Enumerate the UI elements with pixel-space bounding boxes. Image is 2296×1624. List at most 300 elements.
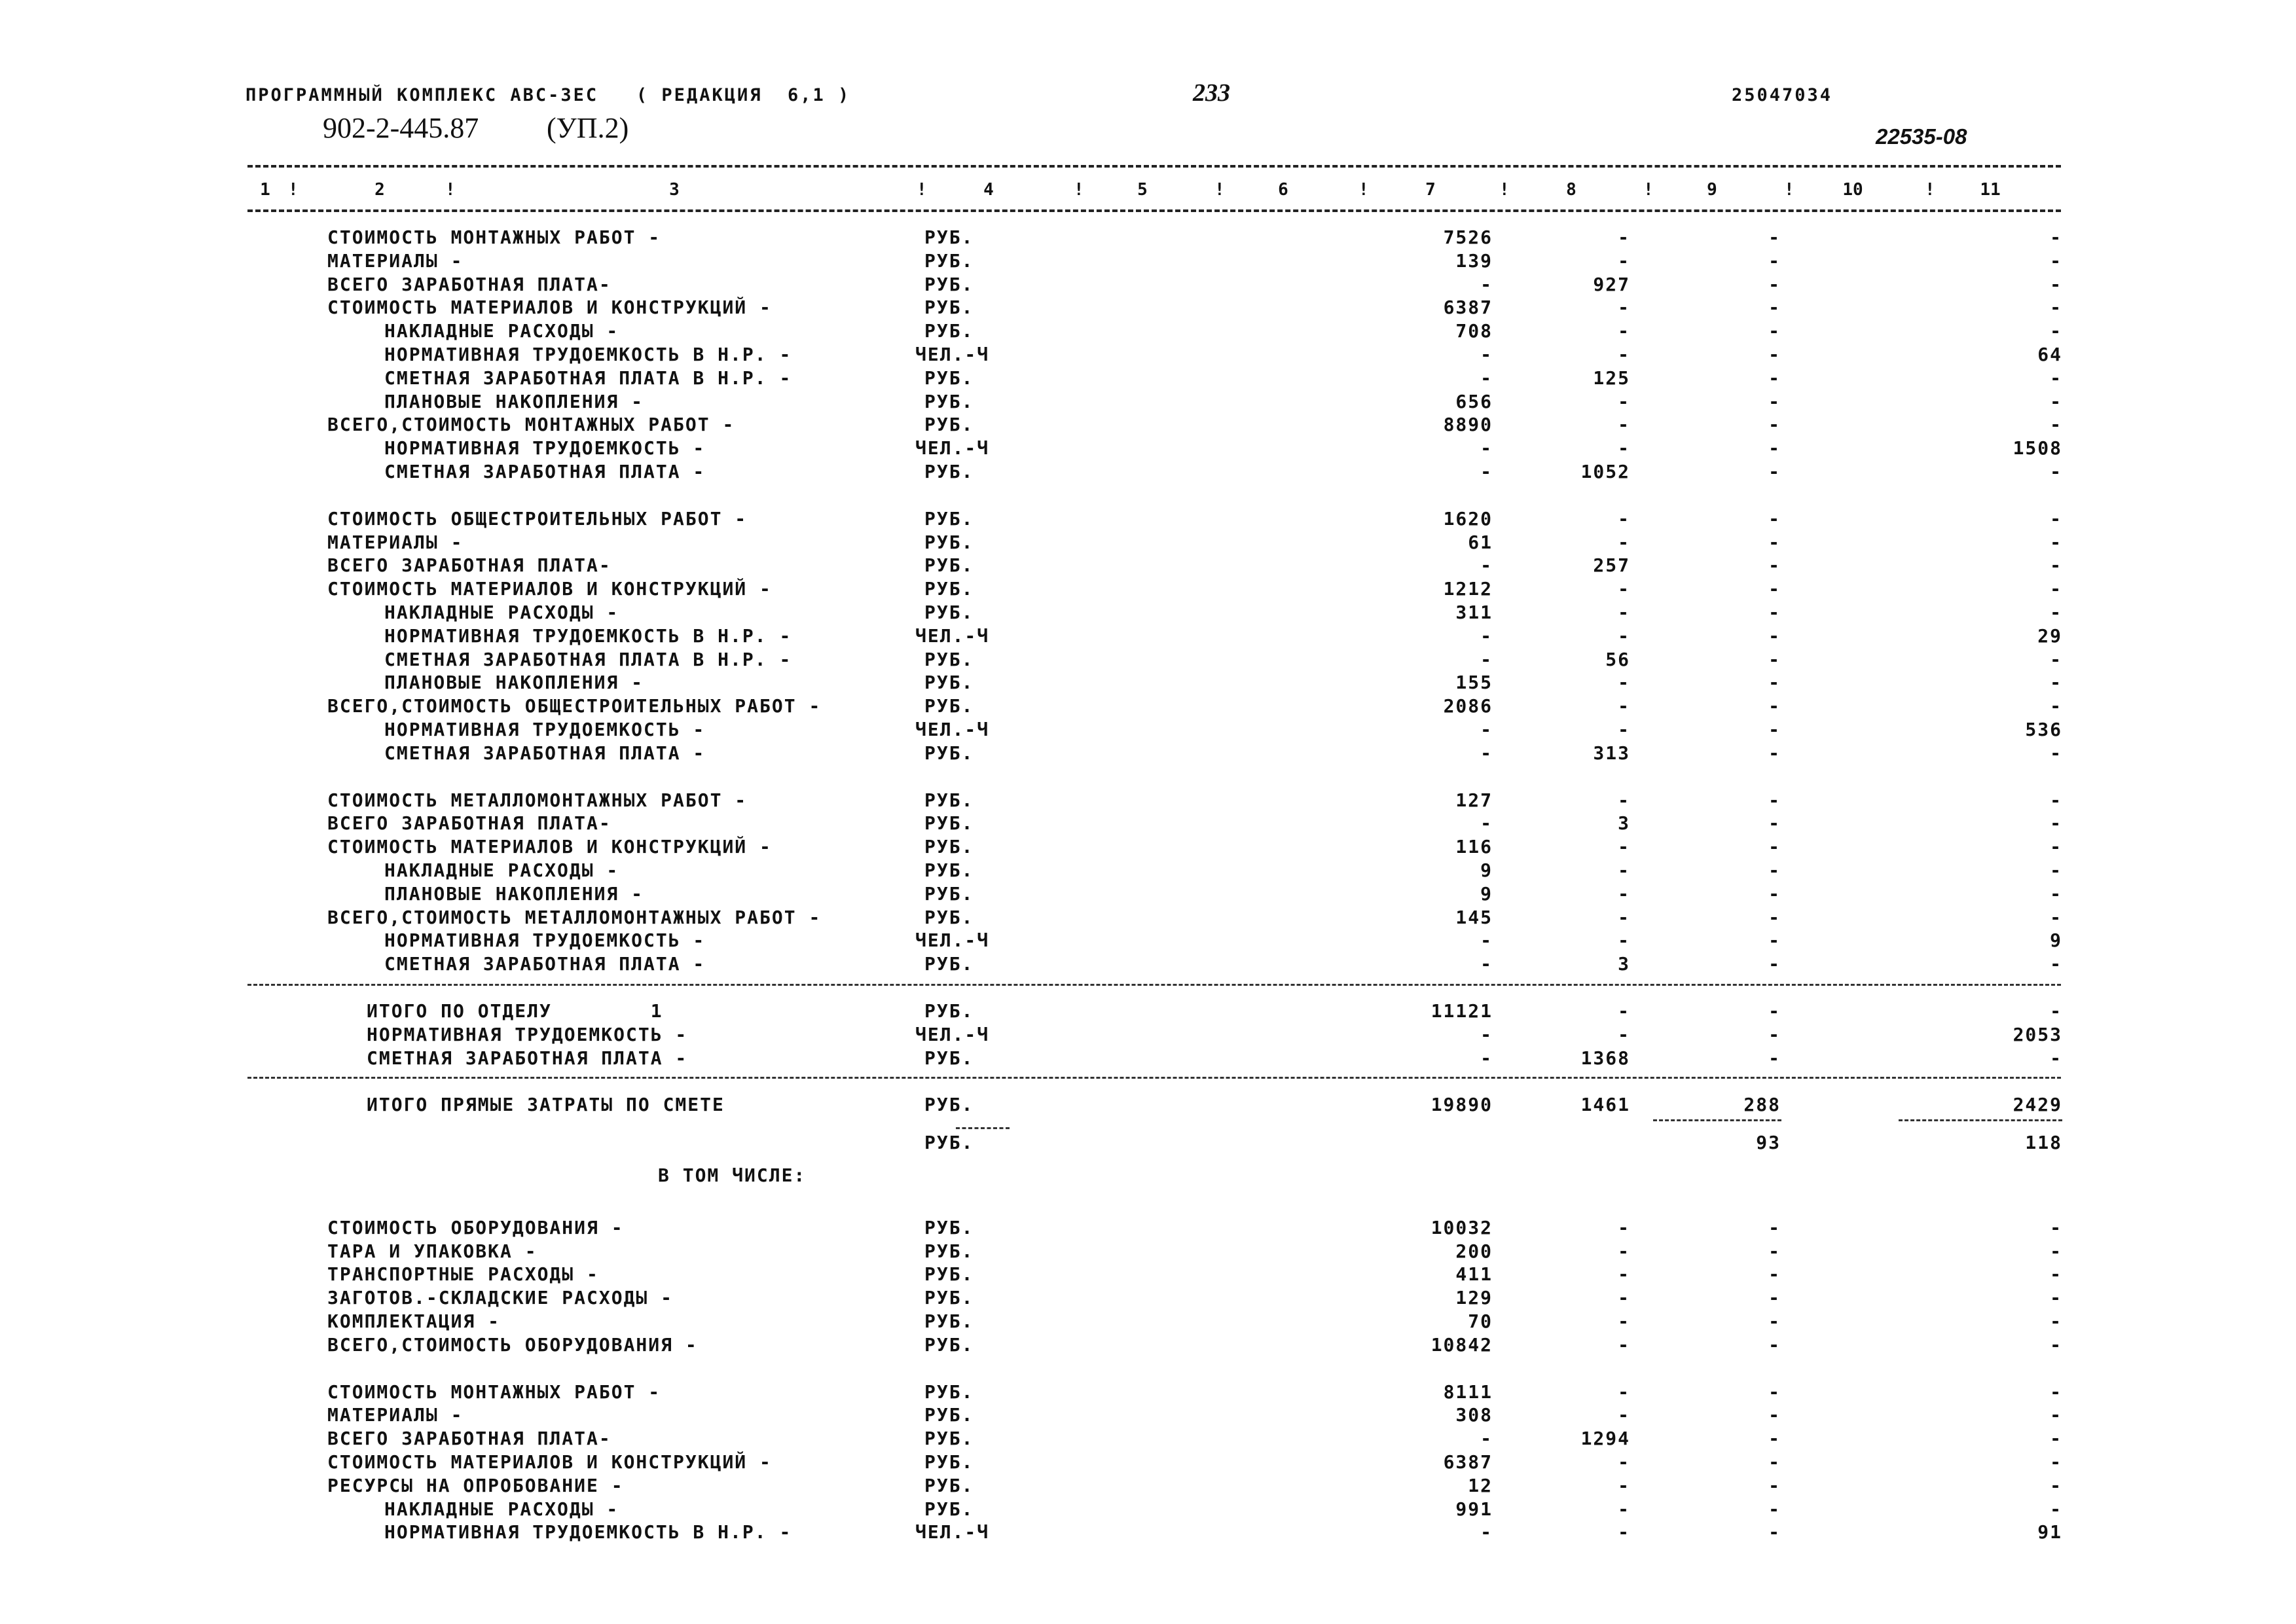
header-rule-bottom	[247, 209, 2061, 212]
table-row	[0, 1334, 2296, 1358]
column-separator: !	[288, 180, 299, 200]
col11-value: -	[2050, 226, 2062, 248]
unit-cell: РУБ.	[924, 226, 974, 248]
col9-value: -	[1768, 554, 1781, 577]
col11-value: -	[2050, 297, 2062, 319]
col11-value: -	[2050, 672, 2062, 694]
unit-cell: РУБ.	[924, 367, 974, 389]
row-label: СТОИМОСТЬ МАТЕРИАЛОВ И КОНСТРУКЦИЙ -	[327, 578, 772, 600]
table-row	[0, 742, 2296, 766]
col11-value: -	[2050, 812, 2062, 835]
col9-value: -	[1768, 719, 1781, 740]
unit-cell: РУБ.	[924, 906, 974, 928]
col9-value: -	[1768, 437, 1781, 460]
col7-value: -	[1480, 554, 1493, 577]
row-label: НАКЛАДНЫЕ РАСХОДЫ -	[384, 859, 619, 881]
col11-value: -	[2050, 602, 2062, 623]
column-number: 3	[669, 180, 680, 200]
unit-cell: РУБ.	[924, 461, 974, 482]
col8-value: -	[1618, 836, 1630, 858]
col8-value: -	[1618, 695, 1630, 717]
col11-value: -	[2050, 859, 2062, 881]
col11-value: -	[2050, 1498, 2062, 1520]
col11-value: -	[2050, 1263, 2062, 1286]
col8-value: -	[1618, 320, 1630, 342]
col7-value: -	[1480, 1428, 1493, 1450]
unit-cell: ЧЕЛ.-Ч	[915, 437, 990, 460]
unit-cell: РУБ.	[924, 882, 974, 905]
table-row	[0, 1000, 2296, 1024]
table-row	[0, 414, 2296, 437]
header-rule-top	[247, 165, 2061, 168]
row-label: ВСЕГО,СТОИМОСТЬ ОБЩЕСТРОИТЕЛЬНЫХ РАБОТ -	[327, 695, 822, 717]
col8-value: -	[1618, 1240, 1630, 1262]
table-row	[0, 695, 2296, 719]
col8-value: 3	[1618, 953, 1630, 975]
col9-value: -	[1768, 390, 1781, 412]
col8-value: -	[1618, 1474, 1630, 1496]
subtotal-rule-unit	[956, 1127, 1010, 1129]
col11-value: -	[2050, 836, 2062, 858]
table-row	[0, 1381, 2296, 1405]
row-label: НОРМАТИВНАЯ ТРУДОЕМКОСТЬ -	[384, 929, 706, 952]
col8-value: -	[1618, 507, 1630, 530]
table-row	[0, 391, 2296, 414]
row-label: СМЕТНАЯ ЗАРАБОТНАЯ ПЛАТА В Н.Р. -	[384, 367, 792, 389]
row-label: ВСЕГО,СТОИМОСТЬ ОБОРУДОВАНИЯ -	[327, 1333, 698, 1356]
col9-value: -	[1768, 812, 1781, 835]
col7-value: -	[1480, 367, 1493, 389]
project-code: 902-2-445.87	[323, 112, 479, 144]
row-label: НОРМАТИВНАЯ ТРУДОЕМКОСТЬ В Н.Р. -	[384, 1521, 792, 1543]
table-row	[0, 1428, 2296, 1451]
col7-value: 155	[1455, 672, 1493, 694]
col8-value: -	[1618, 1451, 1630, 1473]
unit-cell: ЧЕЛ.-Ч	[915, 719, 990, 740]
col9-value: -	[1768, 953, 1781, 975]
column-separator: !	[1074, 180, 1084, 200]
col11-value: -	[2050, 320, 2062, 342]
row-label: СТОИМОСТЬ ОБОРУДОВАНИЯ -	[327, 1216, 624, 1238]
table-row	[0, 1164, 2296, 1188]
table-row	[0, 320, 2296, 344]
section-rule-1	[247, 984, 2061, 986]
col7-value: 145	[1455, 906, 1493, 928]
col8-value: -	[1618, 390, 1630, 412]
col7-value: 139	[1455, 249, 1493, 272]
col8-value: 257	[1593, 554, 1630, 577]
col11-value: -	[2050, 507, 2062, 530]
row-label: НОРМАТИВНАЯ ТРУДОЕМКОСТЬ -	[384, 719, 706, 740]
col11-value: -	[2050, 789, 2062, 811]
col9-value: -	[1768, 742, 1781, 764]
col11-value: -	[2050, 367, 2062, 389]
row-label: НАКЛАДНЫЕ РАСХОДЫ -	[384, 602, 619, 623]
section-rule-2	[247, 1077, 2061, 1079]
col11-value: 91	[2037, 1521, 2062, 1543]
unit-cell: РУБ.	[924, 1000, 974, 1022]
col11-value: 118	[2025, 1132, 2062, 1154]
col7-value: 9	[1480, 859, 1493, 881]
table-row	[0, 437, 2296, 461]
col9-value: -	[1768, 1498, 1781, 1520]
col11-value: -	[2050, 554, 2062, 577]
col9-value: -	[1768, 695, 1781, 717]
col7-value: -	[1480, 437, 1493, 460]
row-label: СТОИМОСТЬ МОНТАЖНЫХ РАБОТ -	[327, 226, 661, 248]
col7-value: 411	[1455, 1263, 1493, 1286]
column-number: 11	[1980, 180, 2001, 200]
unit-cell: РУБ.	[924, 1380, 974, 1403]
unit-cell: РУБ.	[924, 1428, 974, 1450]
col9-value: -	[1768, 1333, 1781, 1356]
col9-value: -	[1768, 1404, 1781, 1426]
unit-cell: РУБ.	[924, 648, 974, 670]
row-label: НАКЛАДНЫЕ РАСХОДЫ -	[384, 320, 619, 342]
column-number: 9	[1707, 180, 1717, 200]
table-row	[0, 1217, 2296, 1240]
col7-value: 200	[1455, 1240, 1493, 1262]
col9-value: -	[1768, 273, 1781, 295]
col11-value: -	[2050, 578, 2062, 600]
unit-cell: ЧЕЛ.-Ч	[915, 624, 990, 647]
row-label: СТОИМОСТЬ МАТЕРИАЛОВ И КОНСТРУКЦИЙ -	[327, 1451, 772, 1473]
col8-value: -	[1618, 414, 1630, 436]
col7-value: 19890	[1430, 1094, 1493, 1116]
col11-value: -	[2050, 1428, 2062, 1450]
subtotal-rule-c9	[1653, 1119, 1781, 1121]
col8-value: -	[1618, 578, 1630, 600]
col7-value: -	[1480, 461, 1493, 482]
column-separator: !	[1643, 180, 1654, 200]
column-separator: !	[1214, 180, 1225, 200]
col9-value: -	[1768, 1216, 1781, 1238]
col8-value: -	[1618, 882, 1630, 905]
table-row	[0, 907, 2296, 930]
table-row	[0, 1263, 2296, 1287]
unit-cell: РУБ.	[924, 1216, 974, 1238]
table-row	[0, 1475, 2296, 1498]
table-row	[0, 226, 2296, 250]
col11-value: -	[2050, 1287, 2062, 1309]
unit-cell: РУБ.	[924, 1263, 974, 1286]
unit-cell: РУБ.	[924, 695, 974, 717]
unit-cell: РУБ.	[924, 789, 974, 811]
col9-value: -	[1768, 1521, 1781, 1543]
unit-cell: РУБ.	[924, 1240, 974, 1262]
col9-value: -	[1768, 1047, 1781, 1069]
col11-value: -	[2050, 1451, 2062, 1473]
table-row	[0, 367, 2296, 391]
col8-value: 1461	[1580, 1094, 1630, 1116]
unit-cell: РУБ.	[924, 1094, 974, 1116]
unit-cell: РУБ.	[924, 578, 974, 600]
col9-value: -	[1768, 602, 1781, 623]
col9-value: -	[1768, 882, 1781, 905]
col7-value: 11121	[1430, 1000, 1493, 1022]
row-label: ТРАНСПОРТНЫЕ РАСХОДЫ -	[327, 1263, 599, 1286]
table-row	[0, 274, 2296, 297]
table-row	[0, 1024, 2296, 1047]
table-row	[0, 719, 2296, 742]
col8-value: -	[1618, 531, 1630, 553]
col9-value: -	[1768, 249, 1781, 272]
col9-value: -	[1768, 859, 1781, 881]
unit-cell: РУБ.	[924, 531, 974, 553]
col9-value: -	[1768, 1428, 1781, 1450]
col9-value: -	[1768, 1287, 1781, 1309]
col7-value: 8890	[1443, 414, 1493, 436]
col9-value: -	[1768, 1310, 1781, 1332]
unit-cell: РУБ.	[924, 672, 974, 694]
row-label: ПЛАНОВЫЕ НАКОПЛЕНИЯ -	[384, 672, 644, 694]
col8-value: -	[1618, 1263, 1630, 1286]
project-number: 22535-08	[1876, 124, 1967, 149]
col9-value: 288	[1743, 1094, 1781, 1116]
column-number: 8	[1566, 180, 1576, 200]
col11-value: 1508	[2013, 437, 2062, 460]
unit-cell: ЧЕЛ.-Ч	[915, 1521, 990, 1543]
row-label: МАТЕРИАЛЫ -	[327, 1404, 464, 1426]
col8-value: -	[1618, 672, 1630, 694]
col8-value: -	[1618, 624, 1630, 647]
col7-value: 9	[1480, 882, 1493, 905]
unit-cell: РУБ.	[924, 507, 974, 530]
col8-value: -	[1618, 602, 1630, 623]
row-label: НОРМАТИВНАЯ ТРУДОЕМКОСТЬ -	[384, 437, 706, 460]
col11-value: -	[2050, 1380, 2062, 1403]
col11-value: -	[2050, 1000, 2062, 1022]
col11-value: -	[2050, 882, 2062, 905]
col8-value: -	[1618, 1333, 1630, 1356]
column-separator: !	[445, 180, 456, 200]
col8-value: 3	[1618, 812, 1630, 835]
row-label: СМЕТНАЯ ЗАРАБОТНАЯ ПЛАТА -	[384, 742, 706, 764]
col11-value: 29	[2037, 624, 2062, 647]
unit-cell: РУБ.	[924, 1333, 974, 1356]
row-label: СМЕТНАЯ ЗАРАБОТНАЯ ПЛАТА В Н.Р. -	[384, 648, 792, 670]
col7-value: -	[1480, 929, 1493, 952]
col9-value: -	[1768, 929, 1781, 952]
col7-value: -	[1480, 648, 1493, 670]
col8-value: -	[1618, 226, 1630, 248]
table-row	[0, 461, 2296, 484]
project-code-suffix: (УП.2)	[547, 112, 629, 144]
unit-cell: РУБ.	[924, 297, 974, 319]
col9-value: -	[1768, 1240, 1781, 1262]
page-number: 233	[1193, 79, 1230, 107]
column-number: 10	[1842, 180, 1863, 200]
table-row	[0, 1521, 2296, 1545]
row-label: ИТОГО ПРЯМЫЕ ЗАТРАТЫ ПО СМЕТЕ	[367, 1094, 725, 1116]
table-row	[0, 649, 2296, 672]
col9-value: -	[1768, 320, 1781, 342]
col7-value: -	[1480, 719, 1493, 740]
table-row	[0, 297, 2296, 320]
row-label: КОМПЛЕКТАЦИЯ -	[327, 1310, 501, 1332]
unit-cell: РУБ.	[924, 249, 974, 272]
row-label: СТОИМОСТЬ МОНТАЖНЫХ РАБОТ -	[327, 1380, 661, 1403]
col11-value: -	[2050, 695, 2062, 717]
col8-value: -	[1618, 906, 1630, 928]
row-label: РЕСУРСЫ НА ОПРОБОВАНИЕ -	[327, 1474, 624, 1496]
col8-value: 313	[1593, 742, 1630, 764]
col9-value: -	[1768, 672, 1781, 694]
table-row	[0, 578, 2296, 602]
unit-cell: РУБ.	[924, 414, 974, 436]
table-row	[0, 1094, 2296, 1117]
unit-cell: РУБ.	[924, 953, 974, 975]
row-label: СТОИМОСТЬ ОБЩЕСТРОИТЕЛЬНЫХ РАБОТ -	[327, 507, 748, 530]
col7-value: -	[1480, 344, 1493, 365]
unit-cell: ЧЕЛ.-Ч	[915, 344, 990, 365]
unit-cell: РУБ.	[924, 1451, 974, 1473]
unit-cell: РУБ.	[924, 836, 974, 858]
table-row	[0, 789, 2296, 813]
column-separator: !	[1358, 180, 1369, 200]
table-row	[0, 1498, 2296, 1522]
column-number: 2	[374, 180, 385, 200]
table-row	[0, 602, 2296, 625]
col11-value: -	[2050, 1047, 2062, 1069]
table-row	[0, 625, 2296, 649]
unit-cell: РУБ.	[924, 390, 974, 412]
col8-value: 1052	[1580, 461, 1630, 482]
col7-value: -	[1480, 1023, 1493, 1045]
col9-value: -	[1768, 414, 1781, 436]
col8-value: 927	[1593, 273, 1630, 295]
row-label: ПЛАНОВЫЕ НАКОПЛЕНИЯ -	[384, 882, 644, 905]
unit-cell: РУБ.	[924, 1310, 974, 1332]
col8-value: -	[1618, 1404, 1630, 1426]
col11-value: -	[2050, 1310, 2062, 1332]
table-row	[0, 929, 2296, 953]
subtotal-rule-c11	[1899, 1119, 2062, 1121]
col9-value: -	[1768, 1380, 1781, 1403]
row-label: НАКЛАДНЫЕ РАСХОДЫ -	[384, 1498, 619, 1520]
row-label: ВСЕГО,СТОИМОСТЬ МОНТАЖНЫХ РАБОТ -	[327, 414, 735, 436]
col7-value: 708	[1455, 320, 1493, 342]
col7-value: 6387	[1443, 297, 1493, 319]
col9-value: -	[1768, 367, 1781, 389]
row-label: СМЕТНАЯ ЗАРАБОТНАЯ ПЛАТА -	[384, 953, 706, 975]
col11-value: -	[2050, 742, 2062, 764]
col7-value: 127	[1455, 789, 1493, 811]
col9-value: -	[1768, 1474, 1781, 1496]
col11-value: -	[2050, 1216, 2062, 1238]
col11-value: -	[2050, 249, 2062, 272]
col8-value: -	[1618, 344, 1630, 365]
col7-value: 311	[1455, 602, 1493, 623]
col8-value: -	[1618, 249, 1630, 272]
col11-value: 536	[2025, 719, 2062, 740]
col8-value: -	[1618, 859, 1630, 881]
col8-value: -	[1618, 719, 1630, 740]
col8-value: -	[1618, 1380, 1630, 1403]
col8-value: 1368	[1580, 1047, 1630, 1069]
col7-value: -	[1480, 742, 1493, 764]
col7-value: 12	[1468, 1474, 1493, 1496]
table-row	[0, 508, 2296, 532]
row-label: НОРМАТИВНАЯ ТРУДОЕМКОСТЬ В Н.Р. -	[384, 344, 792, 365]
col9-value: -	[1768, 1023, 1781, 1045]
program-header: ПРОГРАММНЫЙ КОМПЛЕКС АВС-ЗЕС ( РЕДАКЦИЯ 6,1 )	[246, 85, 851, 105]
unit-cell: РУБ.	[924, 1287, 974, 1309]
table-row	[0, 812, 2296, 836]
col9-value: -	[1768, 344, 1781, 365]
col7-value: 308	[1455, 1404, 1493, 1426]
col9-value: -	[1768, 461, 1781, 482]
unit-cell: РУБ.	[924, 812, 974, 835]
col8-value: -	[1618, 1023, 1630, 1045]
col7-value: 7526	[1443, 226, 1493, 248]
table-row	[0, 1287, 2296, 1310]
col9-value: -	[1768, 1451, 1781, 1473]
table-row	[0, 1240, 2296, 1264]
col7-value: -	[1480, 273, 1493, 295]
col7-value: -	[1480, 624, 1493, 647]
col8-value: -	[1618, 1310, 1630, 1332]
row-label: ВСЕГО ЗАРАБОТНАЯ ПЛАТА-	[327, 1428, 611, 1450]
col7-value: 116	[1455, 836, 1493, 858]
table-row	[0, 532, 2296, 555]
unit-cell: РУБ.	[924, 1132, 974, 1154]
col8-value: -	[1618, 1521, 1630, 1543]
col11-value: -	[2050, 1240, 2062, 1262]
unit-cell: РУБ.	[924, 273, 974, 295]
column-number: 6	[1278, 180, 1288, 200]
table-row	[0, 859, 2296, 883]
col7-value: 2086	[1443, 695, 1493, 717]
unit-cell: РУБ.	[924, 1404, 974, 1426]
row-label: ЗАГОТОВ.-СКЛАДСКИЕ РАСХОДЫ -	[327, 1287, 674, 1309]
col11-value: 9	[2050, 929, 2062, 952]
table-row	[0, 344, 2296, 367]
col8-value: -	[1618, 789, 1630, 811]
document-code: 25047034	[1732, 85, 1833, 105]
col7-value: 129	[1455, 1287, 1493, 1309]
col11-value: -	[2050, 414, 2062, 436]
row-label: ИТОГО ПО ОТДЕЛУ 1	[367, 1000, 663, 1022]
table-row	[0, 672, 2296, 695]
col8-value: -	[1618, 1000, 1630, 1022]
table-row	[0, 1451, 2296, 1475]
unit-cell: РУБ.	[924, 1498, 974, 1520]
row-label: МАТЕРИАЛЫ -	[327, 531, 464, 553]
col11-value: -	[2050, 273, 2062, 295]
col8-value: -	[1618, 297, 1630, 319]
col9-value: -	[1768, 507, 1781, 530]
col8-value: -	[1618, 437, 1630, 460]
column-separator: !	[1499, 180, 1510, 200]
table-row	[0, 1310, 2296, 1334]
unit-cell: РУБ.	[924, 742, 974, 764]
col9-value: -	[1768, 531, 1781, 553]
unit-cell: РУБ.	[924, 1047, 974, 1069]
col8-value: -	[1618, 929, 1630, 952]
col11-value: -	[2050, 1333, 2062, 1356]
col8-value: -	[1618, 1216, 1630, 1238]
unit-cell: РУБ.	[924, 554, 974, 577]
col11-value: -	[2050, 461, 2062, 482]
col9-value: -	[1768, 648, 1781, 670]
col11-value: -	[2050, 906, 2062, 928]
col9-value: -	[1768, 1000, 1781, 1022]
col8-value: -	[1618, 1287, 1630, 1309]
unit-cell: ЧЕЛ.-Ч	[915, 1023, 990, 1045]
col8-value: 56	[1605, 648, 1630, 670]
table-row	[0, 554, 2296, 578]
